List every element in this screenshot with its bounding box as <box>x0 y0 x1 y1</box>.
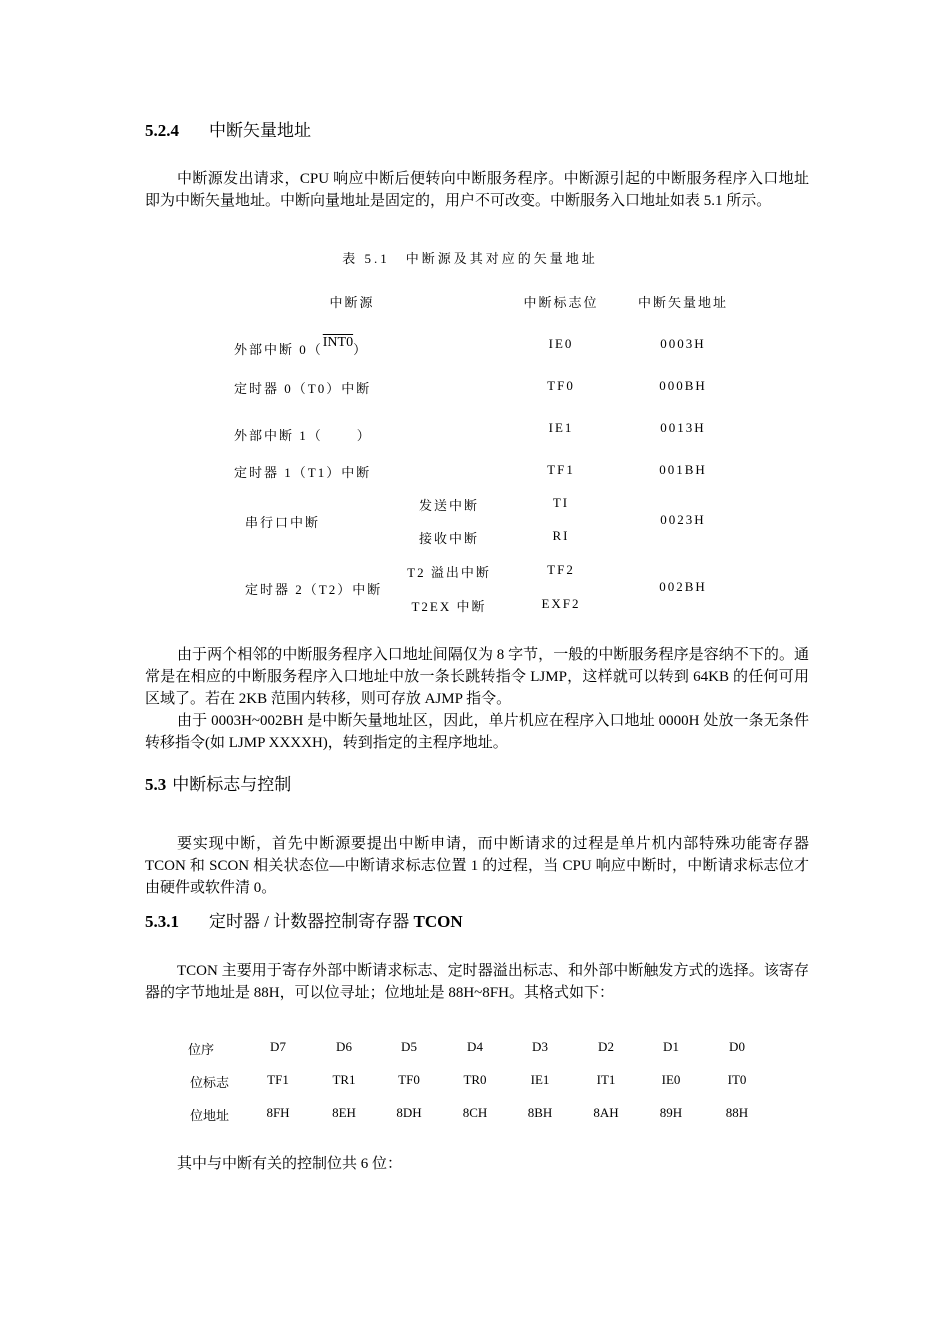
section-number: 5.2.4 <box>145 121 179 140</box>
sub-source: 接收中断 <box>418 531 480 546</box>
vector-cell: 0023H <box>660 512 706 527</box>
row-label-bit-flag: 位标志 <box>190 1075 230 1090</box>
bit-address: 88H <box>725 1105 749 1120</box>
bit-order: D1 <box>663 1039 679 1054</box>
vector-cell: 0013H <box>660 420 706 435</box>
table-caption: 表 5.1 中断源及其对应的矢量地址 <box>342 251 598 266</box>
bit-flag: TR1 <box>332 1072 356 1087</box>
bit-address: 8DH <box>396 1105 422 1120</box>
bit-address: 89H <box>659 1105 683 1120</box>
flag-cell: TF2 <box>547 562 575 577</box>
bit-flag: IE1 <box>530 1072 550 1087</box>
section-title: 中断标志与控制 <box>172 775 292 794</box>
section-title: 中断矢量地址 <box>209 121 311 140</box>
bit-order: D3 <box>532 1039 548 1054</box>
bit-flag: IE0 <box>661 1072 681 1087</box>
bit-order: D0 <box>729 1039 745 1054</box>
flag-cell: IE1 <box>548 420 574 435</box>
section-number: 5.3 <box>145 775 167 794</box>
flag-cell: TF1 <box>547 462 575 477</box>
table-row: 定时器 0（T0）中断 <box>234 381 372 396</box>
section-5-3-paragraph: 要实现中断，首先中断源要提出中断申请，而中断请求的过程是单片机内部特殊功能寄存器 TCON 和 SCON 相关状态位—中断请求标志位置 1 的过程，当 CPU 响应中断时，中断请求标志位才由硬件或软件清 0。 <box>145 836 809 896</box>
flag-cell: TI <box>552 495 570 510</box>
section-number: 5.3.1 <box>145 912 179 931</box>
bit-address: 8BH <box>527 1105 553 1120</box>
bit-flag: TR0 <box>463 1072 487 1087</box>
bit-address: 8CH <box>462 1105 488 1120</box>
vector-cell: 002BH <box>659 579 707 594</box>
tcon-paragraph: TCON 主要用于寄存外部中断请求标志、定时器溢出标志、和外部中断触发方式的选择。该寄存器的字节地址是 88H，可以位寻址；位地址是 88H~8FH。其格式如下： <box>145 963 809 1001</box>
sub-source: T2EX 中断 <box>411 599 487 614</box>
flag-cell: IE0 <box>548 336 574 351</box>
flag-cell: EXF2 <box>541 596 581 611</box>
bit-order: D2 <box>598 1039 614 1054</box>
table-row: 定时器 1（T1）中断 <box>234 465 372 480</box>
table-row: 外部中断 0（INT0） <box>234 335 369 357</box>
table-row: 串行口中断 <box>245 515 321 530</box>
bit-order: D6 <box>336 1039 352 1054</box>
bit-order: D4 <box>467 1039 483 1054</box>
flag-cell: TF0 <box>547 378 575 393</box>
header-flag: 中断标志位 <box>523 295 599 310</box>
sub-source: T2 溢出中断 <box>407 565 491 580</box>
header-source: 中断源 <box>329 295 375 310</box>
flag-cell: RI <box>552 528 570 543</box>
bit-address: 8FH <box>266 1105 290 1120</box>
int0-signal: INT0 <box>322 335 354 350</box>
table-row: 定时器 2（T2）中断 <box>245 582 383 597</box>
vector-cell: 000BH <box>659 378 707 393</box>
section-heading-5-3 <box>145 770 291 795</box>
table-row: 外部中断 1（ ） <box>234 428 372 443</box>
section-title: 定时器 / 计数器控制寄存器 <box>209 912 414 931</box>
vector-cell: 0003H <box>660 336 706 351</box>
vector-cell: 001BH <box>659 462 707 477</box>
intro-paragraph: 中断源发出请求，CPU 响应中断后便转向中断服务程序。中断源引起的中断服务程序入口地址即为中断矢量地址。中断向量地址是固定的，用户不可改变。中断服务入口地址如表 5.1 所示。 <box>145 171 809 209</box>
section-heading-5-3-1 <box>145 907 463 932</box>
bit-address: 8AH <box>593 1105 619 1120</box>
sub-source: 发送中断 <box>418 498 480 513</box>
register-name: TCON <box>413 912 463 931</box>
bit-flag: TF1 <box>267 1072 289 1087</box>
row-label-bit-order: 位序 <box>188 1042 215 1057</box>
bit-flag: TF0 <box>398 1072 420 1087</box>
section-heading-5-2-4 <box>145 116 311 141</box>
header-vector: 中断矢量地址 <box>637 295 729 310</box>
after-table-text: 由于两个相邻的中断服务程序入口地址间隔仅为 8 字节，一般的中断服务程序是容纳不下的。通常是在相应的中断服务程序入口地址中放一条长跳转指令 LJMP，这样就可以转到 64KB 的任何可用区域了。若在 2KB 范围内转移，则可存放 AJMP 指令。 由于 0003H~002BH 是中断矢量地址区，因此，单片机应在程序入口地址 0000H 处放一条无条件转移指令(如 LJMP XXXXH)，转到指定的主程序地址。 <box>145 647 809 751</box>
closing-line: 其中与中断有关的控制位共 6 位： <box>177 1156 403 1172</box>
bit-flag: IT1 <box>596 1072 616 1087</box>
bit-order: D5 <box>401 1039 417 1054</box>
bit-flag: IT0 <box>727 1072 747 1087</box>
bit-order: D7 <box>270 1039 286 1054</box>
row-label-bit-address: 位地址 <box>190 1108 230 1123</box>
bit-address: 8EH <box>332 1105 356 1120</box>
